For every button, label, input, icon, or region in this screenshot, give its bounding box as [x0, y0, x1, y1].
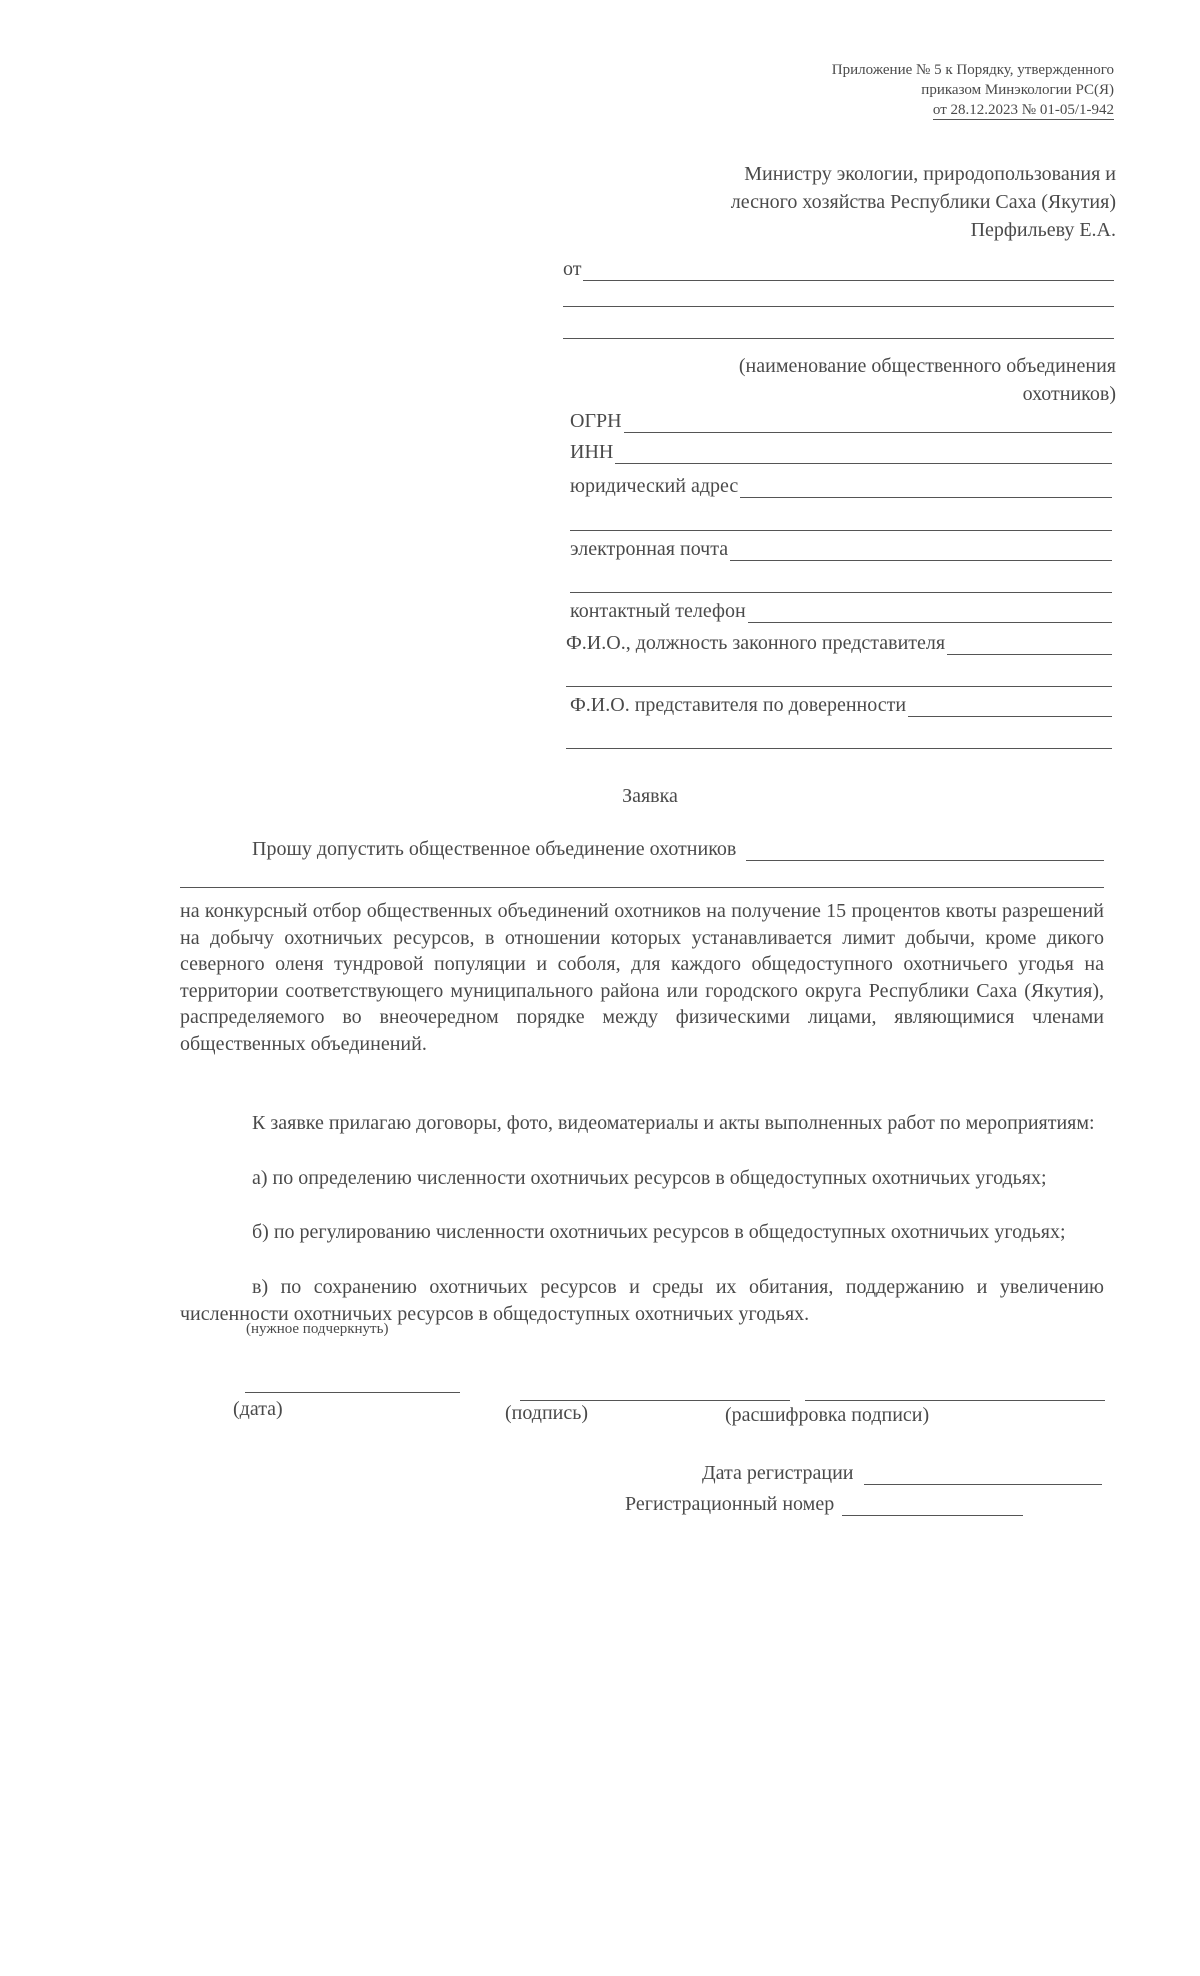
- ogrn-field[interactable]: [570, 410, 1112, 433]
- signature-decode-caption: (расшифровка подписи): [725, 1404, 930, 1426]
- legal-address-label: юридический адрес: [570, 475, 739, 497]
- inn-line: [615, 443, 1112, 464]
- association-name-line-2: [180, 887, 1104, 888]
- document-title: Заявка: [622, 785, 678, 807]
- legal-address-line: [740, 477, 1112, 498]
- request-intro-field[interactable]: [252, 838, 1104, 861]
- registration-date-field[interactable]: [702, 1462, 1102, 1485]
- registration-number-line: [842, 1495, 1023, 1516]
- legal-rep-field[interactable]: [566, 632, 1112, 655]
- proxy-rep-line: [908, 696, 1112, 717]
- signature-line[interactable]: [520, 1400, 790, 1401]
- proxy-rep-label: Ф.И.О. представителя по доверенности: [570, 694, 907, 716]
- item-b: б) по регулированию численности охотничьих ресурсов в общедоступных охотничьих угодьях;: [252, 1221, 1066, 1243]
- org-caption-line-2: охотников): [1022, 383, 1116, 405]
- registration-date-line: [864, 1464, 1103, 1485]
- from-line: [583, 260, 1114, 281]
- addressee-line-3: Перфильеву Е.А.: [970, 219, 1116, 241]
- date-caption: (дата): [233, 1398, 283, 1420]
- phone-field[interactable]: [570, 600, 1112, 623]
- org-caption-line-1: (наименование общественного объединения: [738, 355, 1116, 377]
- from-line-2: [563, 306, 1114, 307]
- legal-rep-line-2: [566, 686, 1112, 687]
- inn-field[interactable]: [570, 441, 1112, 464]
- proxy-rep-line-2: [566, 748, 1112, 749]
- ogrn-line: [624, 412, 1112, 433]
- addressee-block: [600, 160, 1116, 244]
- request-intro-text: Прошу допустить общественное объединение охотников: [252, 838, 737, 860]
- registration-date-label: Дата регистрации: [702, 1462, 854, 1484]
- phone-label: контактный телефон: [570, 600, 746, 622]
- email-line: [730, 540, 1112, 561]
- addressee-line-1: Министру экологии, природопользования и: [744, 163, 1116, 185]
- signature-caption: (подпись): [505, 1402, 589, 1424]
- registration-number-field[interactable]: [625, 1493, 1023, 1516]
- legal-rep-label: Ф.И.О., должность законного представителя: [566, 632, 946, 654]
- association-name-line: [746, 840, 1104, 861]
- request-paragraph: на конкурсный отбор общественных объединений охотников на получение 15 процентов квоты разрешений на добычу охотничьих ресурсов, в отношении которых устанавливается лимит добычи, кроме дикого северного оленя тундровой популяции и соболя, для каждого общедоступного охотничьего угодья на территории соответствующего муниципального района или городского округа Республики Саха (Якутия), распределяемого во внеочередном порядке между физическими лицами, являющимися членами общественных объединений.: [180, 900, 1104, 1055]
- annex-line-2: приказом Минэкологии РС(Я): [921, 82, 1114, 98]
- underline-note: (нужное подчеркнуть): [246, 1321, 389, 1337]
- from-line-3: [563, 338, 1114, 339]
- legal-address-line-2: [570, 530, 1112, 531]
- item-a: а) по определению численности охотничьих ресурсов в общедоступных охотничьих угодьях;: [252, 1167, 1047, 1189]
- attach-intro: К заявке прилагаю договоры, фото, видеоматериалы и акты выполненных работ по мероприятиям:: [252, 1112, 1095, 1134]
- phone-line: [748, 602, 1112, 623]
- inn-label: ИНН: [570, 441, 614, 463]
- signature-decode-line[interactable]: [805, 1400, 1105, 1401]
- from-field[interactable]: [563, 258, 1114, 281]
- annex-line-3: от 28.12.2023 № 01-05/1-942: [932, 102, 1114, 118]
- annex-header: [640, 60, 1114, 120]
- item-c: в) по сохранению охотничьих ресурсов и среды их обитания, поддержанию и увеличению численности охотничьих ресурсов в общедоступных охотничьих угодьях.: [180, 1276, 1104, 1325]
- email-field[interactable]: [570, 538, 1112, 561]
- addressee-line-2: лесного хозяйства Республики Саха (Якутия): [730, 191, 1116, 213]
- legal-address-field[interactable]: [570, 475, 1112, 498]
- annex-line-1: Приложение № 5 к Порядку, утвержденного: [831, 62, 1114, 78]
- proxy-rep-field[interactable]: [570, 694, 1112, 717]
- email-line-2: [570, 592, 1112, 593]
- legal-rep-line: [947, 634, 1112, 655]
- date-line[interactable]: [245, 1392, 460, 1393]
- ogrn-label: ОГРН: [570, 410, 622, 432]
- from-label: от: [563, 258, 582, 280]
- email-label: электронная почта: [570, 538, 729, 560]
- registration-number-label: Регистрационный номер: [625, 1493, 835, 1515]
- org-caption: [600, 352, 1116, 408]
